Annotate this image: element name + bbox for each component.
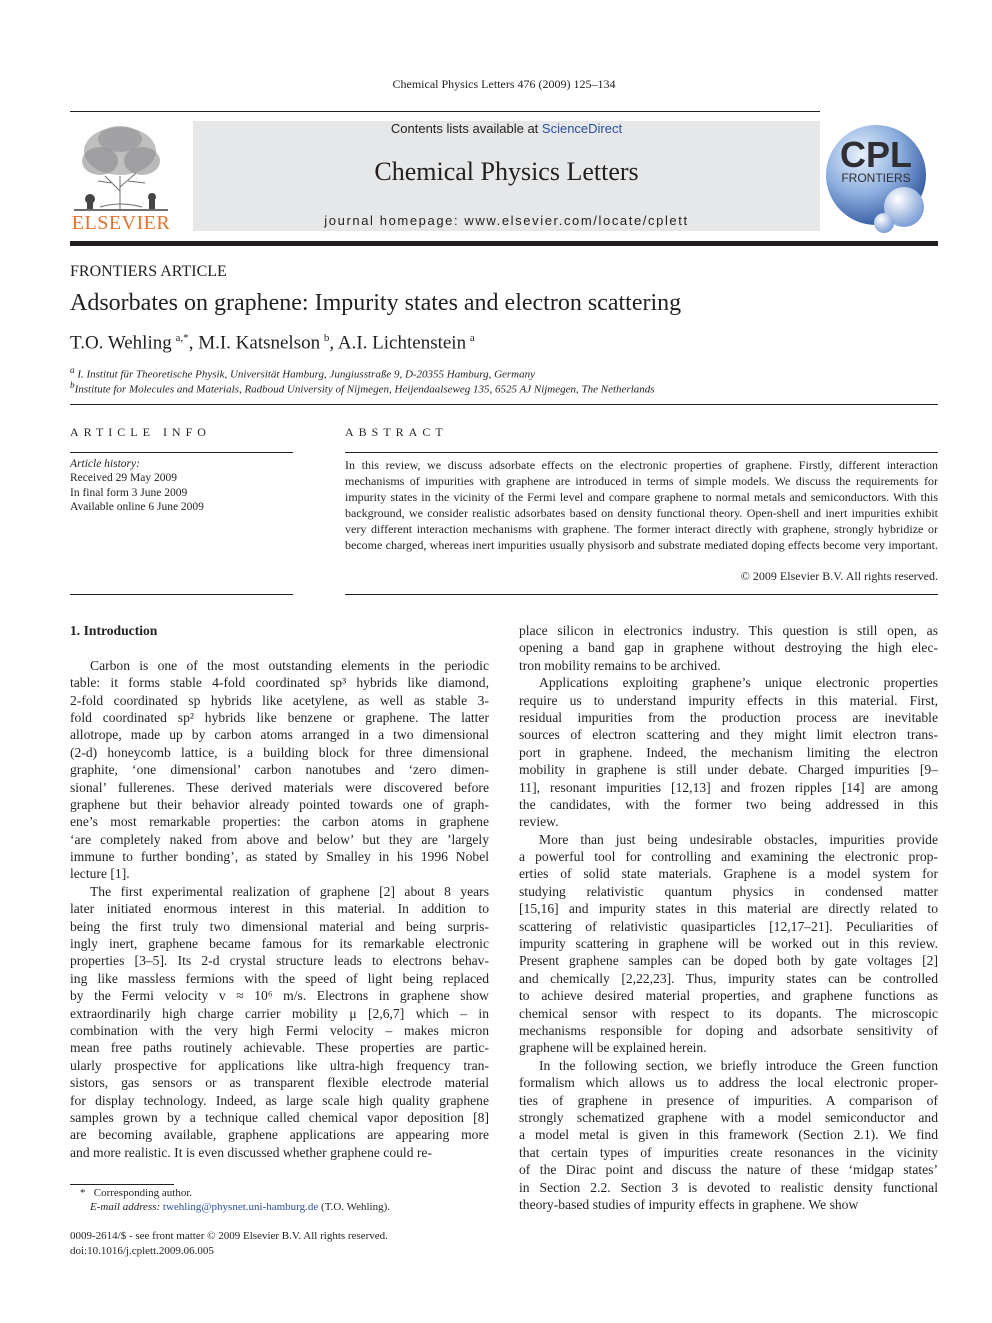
body-text-line: Carbon is one of the most outstanding elements in the periodic [90, 657, 489, 673]
body-text-line: erties of solid state materials. Graphene is a model system for [519, 866, 938, 882]
author-email-link[interactable]: twehling@physnet.uni-hamburg.de [162, 1201, 319, 1213]
body-column-left [70, 622, 489, 1161]
article-info-rule [70, 452, 293, 453]
body-text-line: ‘are completely naked from above and below’ but they are ’largely [70, 831, 489, 847]
body-text-line: ularly prospective for applications like ultra-high frequency tran- [70, 1057, 489, 1073]
footnote-email-label: E-mail address: [90, 1201, 161, 1213]
body-text-line: tron mobility remains to be archived. [519, 657, 721, 673]
journal-masthead [193, 121, 820, 231]
body-text-line: the candidates, with the former two being addressed in this [519, 796, 938, 812]
body-text-line: graphene but their behavior already pointed towards one of graph- [70, 796, 489, 812]
body-text-line: that certain types of impurities create resonances in the vicinity [519, 1144, 938, 1160]
body-text-line: port in graphene. Indeed, the mechanism limiting the electron [519, 744, 938, 760]
footnote [70, 1186, 390, 1214]
journal-name: Chemical Physics Letters [374, 157, 639, 186]
footnote-rule [70, 1184, 174, 1185]
body-text-line: strongly schematized graphene with a model semiconductor and [519, 1109, 938, 1125]
body-text-line: for display technology. Indeed, as large scale high quality graphene [70, 1092, 489, 1108]
body-text-line: samples grown by a technique called chemical vapor deposition [8] [70, 1109, 489, 1125]
body-text-line: extraordinarily high charge carrier mobility μ [2,6,7] which – in [70, 1005, 489, 1021]
footnote-mark: * [80, 1187, 86, 1199]
body-text-line: properties [3–5]. Its 2-d crystal structure leads to electrons behav- [70, 953, 489, 969]
footnote-corresponding: Corresponding author. [93, 1187, 193, 1199]
body-text-line: In the following section, we briefly introduce the Green function [539, 1057, 938, 1073]
body-text-line: fold coordinated sp² hybrids like benzene or graphene. The latter [70, 709, 489, 725]
body-text-line: place silicon in electronics industry. This question is still open, as [519, 623, 938, 638]
abstract-text: In this review, we discuss adsorbate effects on the electronic properties of graphene. Firstly, different interaction mechanisms of impurities with graphene are introduced in terms of simple models. We discuss the requirements for impurity states in the vicinity of the Fermi level and compare graphene to normal metals and semiconductors. With this background, we consider realistic adsorbates based on density functional theory. Open-shell and inert impurities exhibit very different interaction mechanisms with graphene. The former interact directly with graphene, strongly hybridize or become charged, whereas inert impurities usually physisorb and substrate mediated doping effects become very important. [345, 458, 938, 552]
history-title: Article history: [70, 458, 140, 470]
body-text-line: allotrope, made up by carbon atoms arranged in a two dimensional [70, 727, 489, 743]
body-text-line: sources of electron scattering and they might limit electron trans- [519, 727, 938, 743]
body-text-line: Present graphene samples can be doped both by gate voltages [2] [519, 953, 938, 969]
body-text-line: later initiated enormous interest in this material. In addition to [70, 901, 489, 917]
body-text-line: and more realistic. It is even discussed whether graphene could re- [70, 1144, 432, 1160]
contents-prefix: Contents lists available at [390, 121, 542, 136]
body-text-line: combination with the very high Fermi velocity – makes micron [70, 1022, 489, 1038]
affiliation-a: $^a$ I. Institut für Theoretische Physik, Universität Hamburg, Jungiusstraße 9, D-20355 Hamburg, Germany [70, 365, 536, 381]
body-text-line: ties of graphene in presence of impurities. A comparison of [519, 1092, 938, 1108]
author-name[interactable]: M.I. Katsnelson [198, 332, 321, 354]
body-text-line: ingly inert, graphene became famous for its remarkable electronic [70, 936, 489, 952]
author-name[interactable]: A.I. Lichtenstein [337, 332, 467, 354]
body-text-line: a powerful tool for controlling and examining the electronic prop- [519, 849, 938, 865]
body-text-line: graphite, ‘one dimensional’ carbon nanotubes and ‘zero dimen- [70, 762, 489, 778]
body-text-line: mechanisms responsible for doping and adsorbate sensitivity of [519, 1022, 938, 1038]
body-column-right [519, 622, 938, 1213]
body-text-line: table: it forms stable 4-fold coordinated sp³ hybrids like diamond, [70, 675, 489, 691]
author-name[interactable]: T.O. Wehling [70, 332, 172, 354]
body-text-line: mobility in graphene is still under debate. Charged impurities [9– [519, 762, 938, 778]
history-online: Available online 6 June 2009 [70, 500, 204, 513]
body-text-line: mean free paths routinely achievable. These properties are partic- [70, 1040, 489, 1056]
abstract-bottom-rule [345, 594, 938, 595]
sciencedirect-link[interactable]: ScienceDirect [541, 121, 623, 136]
body-text-line: theory-based studies of impurity effects in graphene. We show [519, 1196, 859, 1212]
affiliation-b: $^b$Institute for Molecules and Materials, Radboud University of Nijmegen, Heijendaalseweg 135, 6525 AJ Nijmegen, The Netherlands [70, 380, 655, 396]
author-list: T.O. Wehling $^{a,*}$, M.I. Katsnelson $^b$, A.I. Lichtenstein $^a$ [70, 332, 475, 354]
body-text-line: lecture [1]. [70, 866, 130, 882]
history-final-form: In final form 3 June 2009 [70, 486, 188, 499]
doi-link[interactable]: doi:10.1016/j.cplett.2009.06.005 [70, 1244, 214, 1257]
body-text-line: The first experimental realization of graphene [2] about 8 years [90, 883, 489, 899]
body-text-line: impurity scattering in graphene will be worked out in this review. [519, 936, 938, 952]
body-text-line: 11], resonant impurities [12,13] and frozen ripples [14] are among [519, 779, 938, 795]
article-title: Adsorbates on graphene: Impurity states and electron scattering [70, 290, 682, 316]
section-rule [70, 404, 938, 405]
body-text-line: review. [519, 814, 559, 830]
body-text-line: graphene will be explained herein. [519, 1040, 707, 1056]
section-heading: 1. Introduction [70, 623, 158, 638]
body-text-line: More than just being undesirable obstacles, impurities provide [539, 831, 938, 847]
body-text-line: sional’ fullerenes. These derived materials were discovered before [70, 779, 489, 795]
abstract-rule [345, 452, 938, 453]
article-info-bottom-rule [70, 594, 293, 595]
body-text-line: (2-d) honeycomb lattice, is a building block for three dimensional [70, 744, 489, 760]
contents-line [193, 121, 820, 136]
body-text-line: by the Fermi velocity v ≈ 10⁶ m/s. Electrons in graphene show [70, 988, 489, 1004]
badge-cpl-text: CPL [840, 134, 912, 175]
body-text-line: require us to understand impurity effects in this material. First, [519, 692, 938, 708]
right-column-text [519, 622, 938, 1213]
body-text-line: 2-fold coordinated sp hybrids like acetylene, as well as stable 3- [70, 692, 489, 708]
body-text-line: chemical sensor with respect to its dopants. The microscopic [519, 1005, 938, 1021]
body-text-line: immune to further bonding’, as stated by Smalley in his 1996 Nobel [70, 849, 489, 865]
author-affil-mark[interactable]: a [469, 332, 475, 344]
body-text-line: ing like massless fermions with the speed of light being replaced [70, 970, 489, 986]
header-thick-rule [70, 241, 938, 246]
body-text-line: studying relativistic quantum physics in condensed matter [519, 883, 938, 899]
history-received: Received 29 May 2009 [70, 472, 177, 485]
author-affil-mark[interactable]: b [323, 332, 330, 344]
body-text-line: in Section 2.2. Section 3 is devoted to realistic density functional [519, 1179, 938, 1195]
body-text-line: a model metal is given in this framework (Section 2.1). We find [519, 1127, 938, 1143]
body-text-line: being the first truly two dimensional material and being surpris- [70, 918, 489, 934]
body-text-line: [15,16] and impurity states in this material are directly related to [519, 901, 938, 917]
body-text-line: formalism which allows us to address the local electronic proper- [519, 1075, 938, 1091]
abstract-heading: ABSTRACT [345, 425, 448, 439]
author-affil-mark[interactable]: a,* [175, 332, 189, 344]
body-text-line: scattering of relativistic quasiparticles [12,17–21]. Peculiarities of [519, 918, 938, 934]
journal-homepage[interactable]: journal homepage: www.elsevier.com/locate/cplett [324, 213, 689, 228]
journal-citation: Chemical Physics Letters 476 (2009) 125–134 [392, 77, 616, 91]
body-text-line: sistors, gas sensors or as transparent flexible electrode material [70, 1075, 489, 1091]
body-text-line: are becoming available, graphene applications are appearing more [70, 1127, 489, 1143]
body-text-line: opening a band gap in graphene without destroying the high elec- [519, 640, 938, 656]
header-rule [70, 111, 820, 112]
article-type: FRONTIERS ARTICLE [70, 263, 227, 280]
body-text-line: and chemically [2,22,23]. Thus, impurity states can be controlled [519, 970, 938, 986]
article-info-heading: ARTICLE INFO [70, 425, 211, 439]
article-history [70, 457, 204, 514]
imprint-copyright: 0009-2614/$ - see front matter © 2009 Elsevier B.V. All rights reserved. [70, 1230, 388, 1242]
cpl-frontiers-badge [824, 121, 938, 235]
body-text-line: residual impurities from the production process are inevitable [519, 709, 938, 725]
badge-frontiers-text: FRONTIERS [841, 171, 911, 185]
left-column-text [70, 657, 489, 1161]
body-text-line: ene’s most remarkable properties: the carbon atoms in graphene [70, 814, 489, 830]
body-text-line: Applications exploiting graphene’s unique electronic properties [539, 675, 938, 691]
imprint [70, 1229, 388, 1258]
abstract-copyright: © 2009 Elsevier B.V. All rights reserved. [740, 569, 938, 583]
body-text-line: to achieve desired material properties, and graphene functions as [519, 988, 938, 1004]
elsevier-wordmark: ELSEVIER [71, 212, 171, 234]
body-text-line: of the Dirac point and discuss the nature of these ‘midgap states’ [519, 1162, 938, 1178]
footnote-email-owner: (T.O. Wehling). [321, 1201, 391, 1213]
